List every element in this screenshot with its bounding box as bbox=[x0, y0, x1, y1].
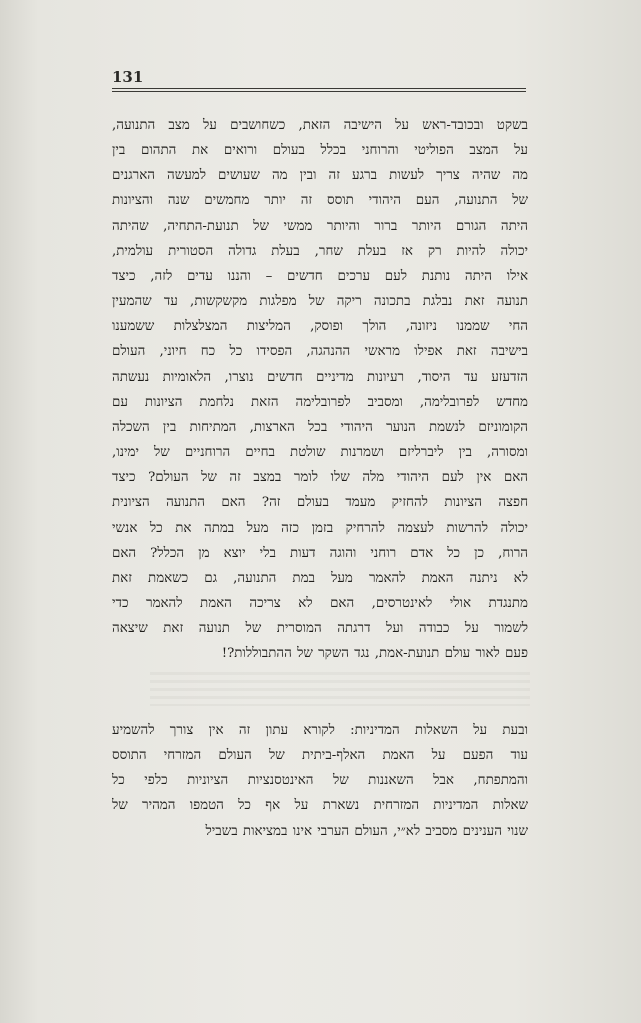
text-line: מתנגדת אולי לאינטרסים, האם לא צריכה האמת להאמר כדי bbox=[112, 595, 528, 611]
header-rule-double bbox=[112, 91, 526, 92]
text-line: ומסורה, בין ליברליזם ושמרנות שולטת בחיים הרוחניים של ימינו, bbox=[112, 445, 528, 461]
text-line: הקומוניזם לנשמת הנוער היהודי בכל הארצות, המתיחות בין השכלה bbox=[112, 419, 528, 435]
text-line: היתה הגורם היותר ברור והיותר ממשי של תנועת-התחיה, שהיתה bbox=[112, 218, 528, 234]
page-header bbox=[112, 66, 526, 94]
text-line: אילו היתה נותנת לעם ערכים חדשים – והננו עדים לזה, כיצד bbox=[112, 268, 528, 284]
text-line: תנועה זאת נבלגת בתכונה ריקה של מפלגות מקשקשות, עד שהמעין bbox=[112, 294, 528, 310]
text-line: מה שהיה צריך לעשות ברגע זה ובין מה שעושים למעשה הארגנים bbox=[112, 168, 528, 184]
page-number: 131 bbox=[112, 68, 144, 86]
text-line: לשמור על כבודה ועל דרגתה המוסרית של תנועה זאת שיצאה bbox=[112, 621, 528, 637]
text-line: ובעת על השאלות המדיניות: לקורא עתון זה אין צורך להשמיע bbox=[112, 723, 528, 738]
text-line: והמתפתח, אבל השאננות של האינטסנציות הציוניות כלפי כל bbox=[112, 773, 528, 789]
body-paragraph bbox=[112, 718, 528, 844]
text-line: הרוח, כן כל אדם רוחני והוגה דעות בלי יוצא מן הכלל? האם bbox=[112, 545, 528, 561]
body-paragraph bbox=[112, 113, 528, 666]
text-line: שנוי הענינים מסביב לא״י, העולם הערבי אינו במציאות בשביל bbox=[205, 823, 528, 839]
text-line: יכולה להרשות לעצמה להרחיק בזמן כזה מעל במתה את כל אנשי bbox=[112, 520, 528, 536]
header-rule bbox=[112, 88, 526, 89]
text-line: שאלות המדיניות המזרחית נשארת על אף כל הטמפו המהיר של bbox=[112, 798, 528, 814]
text-line: פעם לאור עולם תנועת-אמת, נגד השקר של ההתבוללות?! bbox=[221, 646, 528, 662]
text-line: הזדעזע עד היסוד, רעיונות מדיניים חדשים נוצרו, הלאומיות נעשתה bbox=[112, 369, 528, 385]
text-line: חפצה הציונות להחזיק מעמד בעולם זה? האם התנועה הציונית bbox=[112, 495, 528, 511]
text-line: לא ניתנה האמת להאמר מעל במת התנועה, גם כשאמת זאת bbox=[112, 570, 528, 586]
text-line: מחדש לפרובלימה, ומסביב לפרובלימה הזאת נלחמת הציונות עם bbox=[112, 394, 528, 410]
text-line: של התנועה, העם היהודי תוסס זה יותר מחמשים שנה והציונות bbox=[112, 193, 528, 209]
text-line: החי שממנו ניזונה, הולך ופוסק, המליצות המצלצלות ששמענו bbox=[112, 319, 528, 335]
text-line: בשקט ובכובד-ראש על הישיבה הזאת, כשחושבים על מצב התנועה, bbox=[112, 118, 528, 133]
text-line: בישיבה זאת אפילו מראשי ההנהגה, הפסידו כל כח חיוני, העולם bbox=[112, 344, 528, 360]
text-line: עוד הפעם על האמת האלף-ביתית של העולם המזרחי התוסס bbox=[112, 748, 528, 764]
text-line: על המצב הפוליטי והרוחני בכלל בעולם ורואים את התהום בין bbox=[112, 143, 528, 159]
text-line: האם אין לעם היהודי מלה שלו לומר במצב זה של העולם? כיצד bbox=[112, 470, 528, 486]
show-through-text bbox=[150, 672, 530, 706]
text-line: יכולה להיות רק אז בעלת שחר, בעלת גדולה הסטורית עולמית, bbox=[112, 243, 528, 259]
